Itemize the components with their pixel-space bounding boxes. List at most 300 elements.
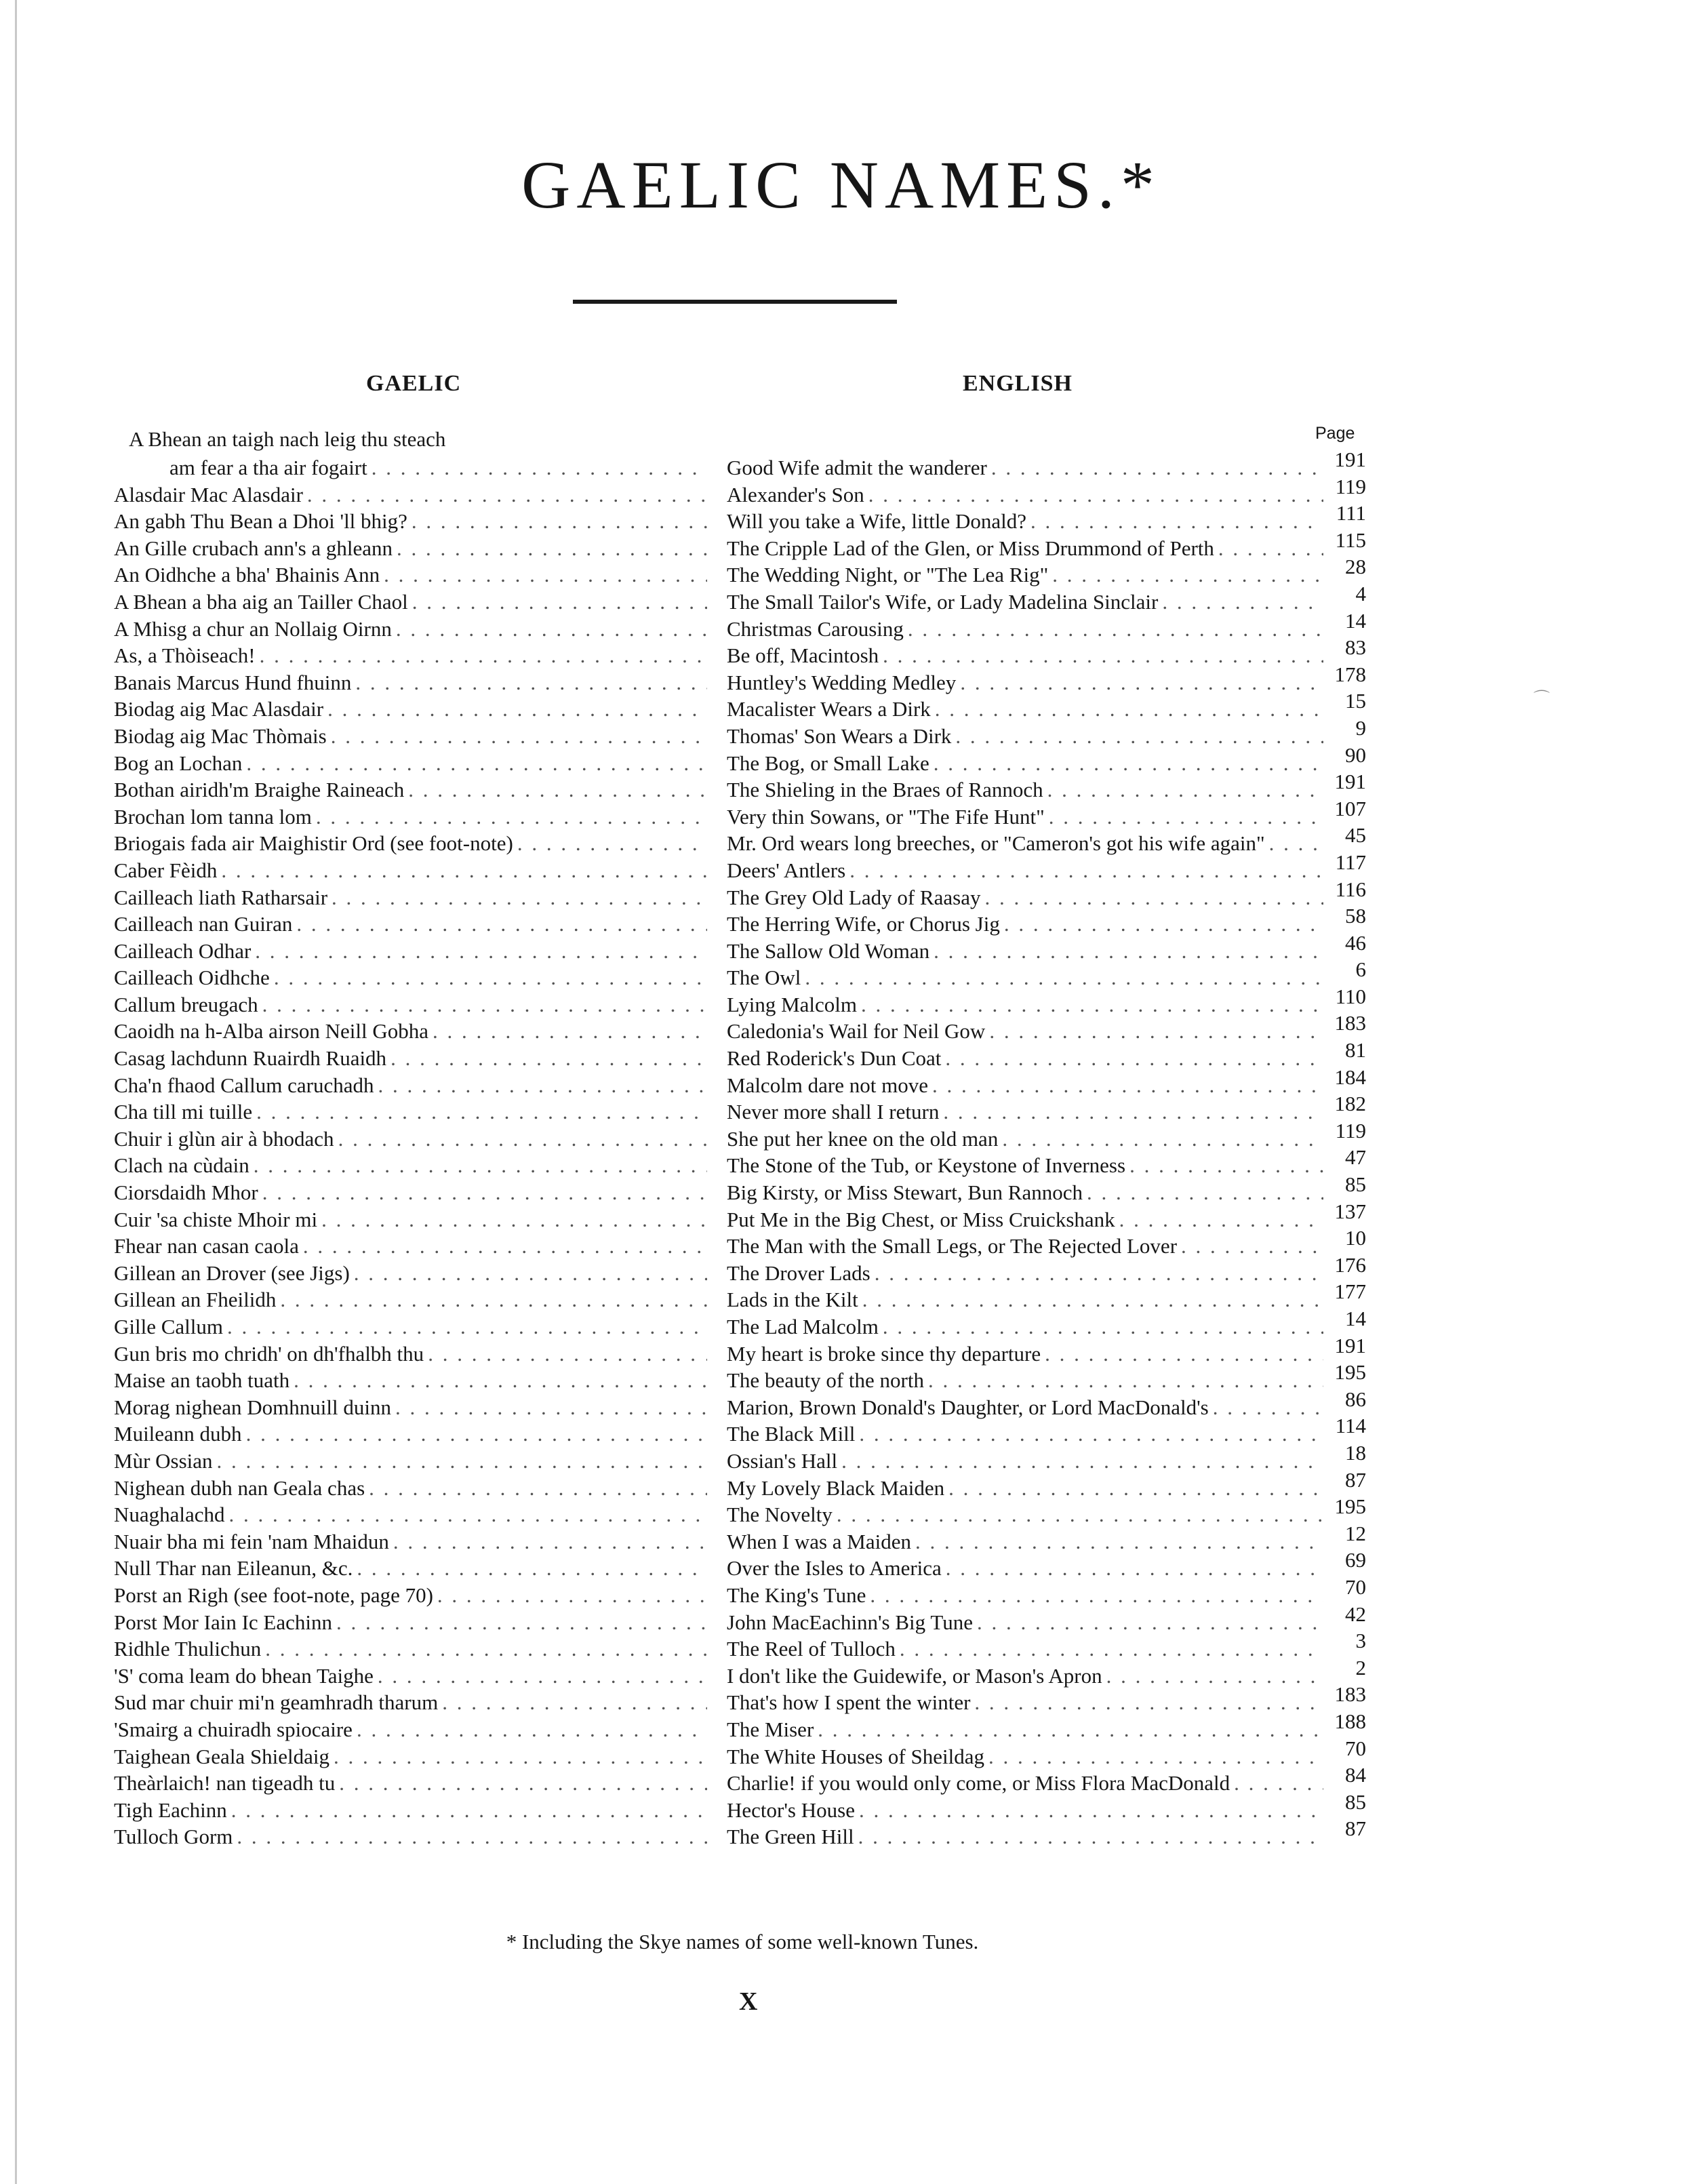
gaelic-entry-title: Gun bris mo chridh' on dh'fhalbh thu [114, 1341, 424, 1366]
page-number: 188 [1334, 1709, 1366, 1733]
gaelic-entry-title: Briogais fada air Maighistir Ord (see foot-note) [114, 831, 513, 856]
leader-dots [384, 561, 707, 589]
gaelic-entry-title: A Bhean a bha aig an Tailler Chaol [114, 589, 408, 614]
english-entry-row [727, 1582, 1323, 1609]
gaelic-entry-title: Brochan lom tanna lom [114, 804, 312, 829]
leader-dots [372, 454, 707, 481]
gaelic-entry-title: Gillean an Drover (see Jigs) [114, 1260, 350, 1285]
page-number: 46 [1345, 930, 1366, 955]
leader-dots [934, 750, 1323, 777]
english-entry-row [727, 1823, 1323, 1850]
leader-dots [357, 1716, 707, 1743]
gaelic-entry-title: am fear a tha air fogairt [169, 456, 367, 479]
english-entry-title: Red Roderick's Dun Coat [727, 1046, 942, 1071]
leader-dots [355, 669, 707, 696]
leader-dots [412, 589, 707, 616]
leader-dots [237, 1823, 707, 1850]
leader-dots [1234, 1770, 1323, 1797]
english-entry-title: The Lad Malcolm [727, 1315, 879, 1338]
english-entry-row [727, 857, 1323, 884]
page-number: 28 [1345, 555, 1366, 579]
gaelic-entry-row [114, 803, 707, 831]
gaelic-entry-title: Clach na cùdain [114, 1153, 249, 1178]
page-number: 182 [1334, 1092, 1366, 1116]
leader-dots [255, 938, 707, 965]
english-entry-row [727, 803, 1323, 831]
leader-dots [408, 776, 707, 803]
leader-dots [883, 642, 1323, 669]
leader-dots [229, 1501, 707, 1528]
english-entry-title: She put her knee on the old man [727, 1126, 999, 1151]
english-entry-title: Put Me in the Big Chest, or Miss Cruickshank [727, 1207, 1115, 1231]
page-number: 18 [1345, 1440, 1366, 1465]
page-number: 6 [1355, 957, 1366, 982]
gaelic-list [114, 454, 707, 1850]
english-entry-row [727, 1098, 1323, 1126]
english-entry-title: The King's Tune [727, 1583, 866, 1607]
page-number: 184 [1334, 1065, 1366, 1089]
gaelic-entry-row [114, 1716, 707, 1743]
gaelic-entry-row [114, 454, 707, 481]
leader-dots [841, 1448, 1323, 1475]
leader-dots [256, 1098, 707, 1126]
gaelic-entry-title: Caoidh na h-Alba airson Neill Gobha [114, 1019, 429, 1044]
gaelic-entry-row [114, 723, 707, 750]
gaelic-entry-title: An gabh Thu Bean a Dhoi 'll bhig? [114, 509, 407, 534]
gaelic-entry-row [114, 1448, 707, 1475]
gaelic-entry-row [114, 1206, 707, 1233]
page-number: 191 [1334, 448, 1366, 471]
page-number: 195 [1334, 1360, 1366, 1385]
leader-dots [934, 938, 1323, 965]
leader-dots [988, 1743, 1323, 1770]
english-entry-row [727, 776, 1323, 803]
column-header-gaelic: GAELIC [366, 371, 462, 396]
english-entry-title: Mr. Ord wears long breeches, or "Cameron's got his wife again" [727, 831, 1265, 856]
leader-dots [221, 857, 707, 884]
english-entry-row [727, 830, 1323, 857]
leader-dots [945, 1045, 1323, 1072]
leader-dots [316, 803, 707, 831]
english-entry-row [727, 1260, 1323, 1287]
english-entry-title: The beauty of the north [727, 1368, 924, 1393]
english-entry-title: My Lovely Black Maiden [727, 1475, 945, 1500]
leader-dots [991, 454, 1323, 481]
gaelic-entry-row [114, 481, 707, 509]
gaelic-entry-title: Ridhle Thulichun [114, 1637, 262, 1661]
english-entry-title: That's how I spent the winter [727, 1690, 971, 1715]
gaelic-entry-title: Porst an Righ (see foot-note, page 70) [114, 1583, 433, 1607]
leader-dots [984, 884, 1323, 911]
english-entry-row [727, 669, 1323, 696]
leader-dots [378, 1072, 708, 1099]
gaelic-entry-row [114, 964, 707, 991]
page-number: 111 [1336, 501, 1366, 525]
english-entry-row [727, 616, 1323, 643]
gaelic-entry-row [114, 1045, 707, 1072]
leader-dots [859, 1797, 1323, 1824]
page-number: 15 [1345, 689, 1366, 713]
leader-dots [227, 1313, 707, 1341]
page-number: 87 [1345, 1467, 1366, 1492]
english-entry-title: My heart is broke since thy departure [727, 1341, 1041, 1366]
english-entry-row [727, 1501, 1323, 1528]
leader-dots [1218, 535, 1323, 562]
leader-dots [334, 1743, 707, 1770]
page-number: 4 [1355, 581, 1366, 605]
gaelic-entry-title: Muileann dubh [114, 1422, 242, 1446]
leader-dots [442, 1689, 707, 1716]
english-entry-title: The Stone of the Tub, or Keystone of Inverness [727, 1153, 1126, 1178]
gaelic-entry-row [114, 1689, 707, 1716]
english-entry-title: The White Houses of Sheildag [727, 1744, 984, 1768]
page-number: 14 [1345, 608, 1366, 633]
leader-dots [262, 991, 707, 1018]
leader-dots [296, 911, 707, 938]
page-number: 107 [1334, 796, 1366, 820]
page-number: 42 [1345, 1602, 1366, 1626]
leader-dots [849, 857, 1323, 884]
footnote: * Including the Skye names of some well-known Tunes. [506, 1930, 979, 1953]
page-number: 47 [1345, 1145, 1366, 1170]
english-entry-row [727, 723, 1323, 750]
gaelic-entry-title: Callum breugach [114, 992, 258, 1016]
leader-dots [1087, 1179, 1323, 1206]
english-entry-title: Marion, Brown Donald's Daughter, or Lord MacDonald's [727, 1395, 1209, 1419]
english-entry-row [727, 1421, 1323, 1448]
leader-dots [948, 1475, 1323, 1502]
gaelic-entry-row [114, 1313, 707, 1341]
gaelic-entry-row [114, 1475, 707, 1502]
leader-dots [858, 1823, 1323, 1850]
page-number: 116 [1335, 877, 1366, 901]
gaelic-entry-title: Taighean Geala Shieldaig [114, 1744, 330, 1768]
page-number: 12 [1345, 1521, 1366, 1545]
english-entry-row [727, 508, 1323, 535]
gaelic-entry-title: Morag nighean Domhnuill duinn [114, 1395, 391, 1419]
gaelic-entry-title: Cailleach liath Ratharsair [114, 885, 328, 909]
english-entry-row [727, 938, 1323, 965]
english-entry-row [727, 1663, 1323, 1690]
leader-dots [412, 508, 707, 535]
page-number: 90 [1345, 742, 1366, 767]
english-entry-title: Alexander's Son [727, 482, 864, 507]
page-number: 191 [1334, 770, 1366, 794]
leader-dots [332, 884, 707, 911]
leader-dots [837, 1501, 1323, 1528]
gaelic-entry-title: Gille Callum [114, 1315, 224, 1338]
english-entry-row [727, 1072, 1323, 1099]
gaelic-entry-title: 'S' coma leam do bhean Taighe [114, 1663, 374, 1688]
english-entry-row [727, 1018, 1323, 1045]
gaelic-entry-title: An Gille crubach ann's a ghleann [114, 536, 393, 560]
gaelic-entry-row [114, 1341, 707, 1368]
english-entry-title: Malcolm dare not move [727, 1073, 928, 1097]
english-entry-row [727, 481, 1323, 509]
leader-dots [395, 1394, 707, 1421]
leader-dots [818, 1716, 1323, 1743]
gaelic-entry-title: Sud mar chuir mi'n geamhradh tharum [114, 1690, 439, 1715]
gaelic-entry-row [114, 669, 707, 696]
gaelic-entry-row [114, 696, 707, 723]
gaelic-entry-row [114, 776, 707, 803]
gaelic-entry-title: Tulloch Gorm [114, 1825, 233, 1849]
leader-dots [354, 1260, 707, 1287]
page-number: 81 [1345, 1038, 1366, 1063]
page-number: 14 [1345, 1307, 1366, 1330]
english-entry-row [727, 911, 1323, 938]
gaelic-entry-title: Mùr Ossian [114, 1448, 213, 1473]
english-entry-title: The Cripple Lad of the Glen, or Miss Drummond of Perth [727, 536, 1214, 560]
english-entry-row [727, 1367, 1323, 1394]
gaelic-entry-title: Cailleach nan Guiran [114, 912, 293, 936]
leader-dots [339, 1770, 707, 1797]
page-number: 117 [1335, 850, 1366, 874]
english-entry-title: I don't like the Guidewife, or Mason's Apron [727, 1663, 1102, 1688]
english-entry-row [727, 1394, 1323, 1421]
leader-dots [1004, 911, 1323, 938]
gaelic-entry-title: Cuir 'sa chiste Mhoir mi [114, 1207, 318, 1231]
gaelic-entry-row [114, 1126, 707, 1153]
leader-dots [1047, 776, 1323, 803]
page-number: 110 [1335, 984, 1366, 1008]
english-entry-row [727, 535, 1323, 562]
gaelic-entry-row [114, 1663, 707, 1690]
page-folio: X [739, 1987, 758, 2016]
english-entry-title: The Small Tailor's Wife, or Lady Madelina Sinclair [727, 589, 1159, 614]
gaelic-entry-row [114, 508, 707, 535]
english-entry-title: The Reel of Tulloch [727, 1637, 896, 1661]
english-entry-row [727, 964, 1323, 991]
gaelic-entry-row [114, 884, 707, 911]
english-entry-title: The Miser [727, 1717, 814, 1741]
leader-dots [262, 1179, 707, 1206]
leader-dots [908, 616, 1323, 643]
page-number: 86 [1345, 1387, 1366, 1411]
gaelic-entry-title: Casag lachdunn Ruairdh Ruaidh [114, 1046, 387, 1071]
gaelic-entry-title: A Mhisg a chur an Nollaig Oirnn [114, 616, 392, 641]
leader-dots [946, 1555, 1323, 1582]
gaelic-entry-title: Alasdair Mac Alasdair [114, 482, 303, 507]
gaelic-entry-row [114, 1582, 707, 1609]
english-entry-row [727, 1152, 1323, 1179]
gaelic-entry-row [114, 1260, 707, 1287]
gaelic-entry-title: Cha till mi tuille [114, 1100, 253, 1124]
english-entry-title: John MacEachinn's Big Tune [727, 1610, 973, 1634]
column-header-english: ENGLISH [963, 371, 1073, 396]
gaelic-entry-row [114, 1743, 707, 1770]
english-entry-title: Very thin Sowans, or "The Fife Hunt" [727, 804, 1045, 829]
gaelic-entry-row [114, 1098, 707, 1126]
leader-dots [260, 642, 707, 669]
leader-dots [900, 1635, 1323, 1663]
leader-dots [1119, 1206, 1323, 1233]
english-entry-title: Macalister Wears a Dirk [727, 697, 931, 721]
gaelic-entry-row [114, 1286, 707, 1313]
english-entry-row [727, 642, 1323, 669]
page-number: 70 [1345, 1736, 1366, 1760]
page-number-list [1325, 446, 1366, 1842]
gaelic-entry-title: Gillean an Fheilidh [114, 1288, 277, 1312]
english-entry-title: Over the Isles to America [727, 1556, 942, 1581]
leader-dots [378, 1663, 707, 1690]
gaelic-entry-row [114, 750, 707, 777]
leader-dots [246, 1421, 707, 1448]
gaelic-entry-row [114, 535, 707, 562]
gaelic-entry-row [114, 1823, 707, 1850]
leader-dots [321, 1206, 707, 1233]
gaelic-entry-row [114, 1770, 707, 1797]
gaelic-entry-row [114, 1233, 707, 1260]
page-number: 176 [1334, 1252, 1366, 1277]
english-entry-title: The Grey Old Lady of Raasay [727, 885, 981, 909]
page-number: 137 [1334, 1199, 1366, 1223]
english-entry-title: Thomas' Son Wears a Dirk [727, 723, 952, 748]
english-entry-title: Caledonia's Wail for Neil Gow [727, 1019, 986, 1044]
english-entry-title: The Green Hill [727, 1825, 854, 1849]
page-number: 45 [1345, 823, 1366, 848]
gaelic-entry-row [114, 857, 707, 884]
english-entry-row [727, 561, 1323, 589]
english-entry-row [727, 1475, 1323, 1502]
leader-dots [915, 1528, 1323, 1555]
leader-dots [1002, 1126, 1323, 1153]
page-number: 83 [1345, 635, 1366, 660]
english-entry-title: The Black Mill [727, 1422, 856, 1446]
page-title: GAELIC NAMES.* [521, 147, 1161, 222]
english-entry-title: The Shieling in the Braes of Rannoch [727, 778, 1043, 802]
gaelic-entry-title: Bothan airidh'm Braighe Raineach [114, 778, 405, 802]
english-entry-title: Charlie! if you would only come, or Miss Flora MacDonald [727, 1771, 1230, 1795]
gaelic-entry-title: Cha'n fhaod Callum caruchadh [114, 1073, 374, 1097]
gaelic-entry-title: Cailleach Oidhche [114, 966, 270, 990]
english-entry-row [727, 1313, 1323, 1341]
english-entry-title: Huntley's Wedding Medley [727, 670, 957, 694]
leader-dots [331, 723, 707, 750]
page-number: 3 [1355, 1629, 1366, 1653]
english-entry-row [727, 1126, 1323, 1153]
english-entry-title: The Herring Wife, or Chorus Jig [727, 912, 1000, 936]
gaelic-entry-title: Biodag aig Mac Alasdair [114, 697, 324, 721]
leader-dots [231, 1797, 707, 1824]
leader-dots [862, 1286, 1323, 1313]
gaelic-entry-title: Chuir i glùn air à bhodach [114, 1126, 334, 1151]
gaelic-entry-row [114, 1018, 707, 1045]
leader-dots [1052, 561, 1323, 589]
gaelic-entry-row [114, 830, 707, 857]
page-number: 191 [1334, 1333, 1366, 1357]
page-number: 119 [1335, 1118, 1366, 1143]
leader-dots [428, 1341, 707, 1368]
gaelic-entry-row [114, 1394, 707, 1421]
english-entry-row [727, 1743, 1323, 1770]
leader-dots [254, 1152, 707, 1179]
english-entry-row [727, 1045, 1323, 1072]
leader-dots [393, 1528, 707, 1555]
page-number: 177 [1334, 1279, 1366, 1304]
page-number: 114 [1335, 1414, 1366, 1438]
english-entry-row [727, 1448, 1323, 1475]
gaelic-entry-row [114, 561, 707, 589]
gaelic-entry-title: Ciorsdaidh Mhor [114, 1180, 258, 1205]
page-number: 85 [1345, 1789, 1366, 1814]
leader-dots [265, 1635, 707, 1663]
gaelic-entry-title: Nighean dubh nan Geala chas [114, 1475, 365, 1500]
gaelic-entry-row [114, 1152, 707, 1179]
leader-dots [246, 750, 707, 777]
english-entry-row [727, 1797, 1323, 1824]
english-entry-row [727, 1635, 1323, 1663]
leader-dots [943, 1098, 1323, 1126]
leader-dots [977, 1609, 1323, 1636]
english-entry-row [727, 1206, 1323, 1233]
leader-dots [1129, 1152, 1323, 1179]
leader-dots [303, 1233, 707, 1260]
page-number: 85 [1345, 1172, 1366, 1197]
leader-dots [868, 481, 1323, 509]
leader-dots [935, 696, 1323, 723]
leader-dots [1045, 1341, 1323, 1368]
gaelic-entry-row [114, 991, 707, 1018]
leader-dots [805, 964, 1323, 991]
leader-dots [989, 1018, 1323, 1045]
english-entry-title: Christmas Carousing [727, 616, 904, 641]
english-entry-title: The Novelty [727, 1503, 833, 1527]
gaelic-entry-row [114, 589, 707, 616]
leader-dots [928, 1367, 1323, 1394]
english-entry-row [727, 1609, 1323, 1636]
binding-edge [15, 0, 17, 2184]
title-rule [573, 300, 897, 304]
english-entry-row [727, 1716, 1323, 1743]
leader-dots [1049, 803, 1323, 831]
english-entry-row [727, 1528, 1323, 1555]
gaelic-entry-row [114, 1555, 707, 1582]
page-number: 183 [1334, 1011, 1366, 1035]
page-number: 70 [1345, 1574, 1366, 1599]
gaelic-entry-row [114, 1501, 707, 1528]
leader-dots [517, 830, 707, 857]
english-entry-row [727, 991, 1323, 1018]
page-number: 58 [1345, 904, 1366, 928]
english-entry-row [727, 1233, 1323, 1260]
english-entry-title: The Man with the Small Legs, or The Rejected Lover [727, 1234, 1178, 1258]
leader-dots [437, 1582, 707, 1609]
english-entry-row [727, 1689, 1323, 1716]
leader-dots [1269, 830, 1323, 857]
page-number: 2 [1355, 1655, 1366, 1680]
column-header-page: Page [1315, 424, 1355, 443]
page-number: 69 [1345, 1548, 1366, 1572]
english-entry-title: Be off, Macintosh [727, 643, 879, 668]
gaelic-entry-title: Tigh Eachinn [114, 1798, 227, 1822]
gaelic-entry-title: Biodag aig Mac Thòmais [114, 723, 327, 748]
english-entry-title: Ossian's Hall [727, 1448, 838, 1473]
gaelic-entry-row [114, 642, 707, 669]
gaelic-entry-title: Null Thar nan Eileanun, &c. [114, 1556, 353, 1581]
english-entry-title: Will you take a Wife, little Donald? [727, 509, 1026, 534]
english-entry-row [727, 454, 1323, 481]
english-entry-row [727, 884, 1323, 911]
gaelic-entry-title: Nuair bha mi fein 'nam Mhaidun [114, 1529, 389, 1553]
english-entry-row [727, 1179, 1323, 1206]
english-entry-row [727, 1555, 1323, 1582]
gaelic-entry-row [114, 1072, 707, 1099]
leader-dots [875, 1260, 1323, 1287]
english-list [727, 454, 1323, 1850]
leader-dots [883, 1313, 1323, 1341]
leader-dots [274, 964, 707, 991]
